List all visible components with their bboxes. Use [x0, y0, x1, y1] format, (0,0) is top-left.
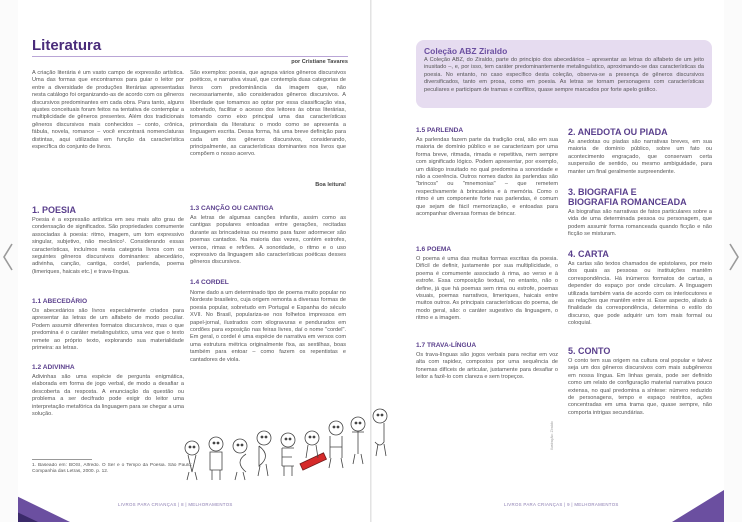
intro-column-1: A criação literária é um vasto campo de expressão artística. Uma das formas que encontramos para guiar o leitor por entre a diversidade de produções literárias apresentadas nesta catálogo foi organizando-as de acordo com os gêneros discursivos predominantes em cada obra. Para tanto, alguns ajustes conceituais foram feitos na tentativa de contemplar a multiplicidade de gêneros presentes. Além dos tradicionais gêneros discursivos mais conhecidos – conto, crônica, fábula, novela, romance – você encontrará nomenclaturas distintas, aqui utilizadas em função da característica específica do conjunto de livros. [32, 70, 184, 151]
letter-characters-illustration [180, 398, 400, 484]
corner-decoration-right [672, 470, 724, 522]
section-1-6-title: 1.6 POEMA [416, 246, 452, 253]
section-1-1-title: 1.1 ABECEDÁRIO [32, 298, 88, 305]
right-page [372, 0, 724, 522]
section-3-text: As biografias são narrativas de fatos particulares sobre a vida de uma determinada pessoa ou personagem, que podem assumir forma romanceada quando ficção e não ficção se misturam. [568, 209, 712, 238]
chevron-left-icon [2, 242, 14, 272]
section-5-text: O conto tem sua origem na cultura oral popular e talvez seja um dos gêneros discursivos com mais subgêneros em nossa língua. Em linhas gerais, pode ser definido como um relato de configuração material narrativa pouco extensa, no qual predomina a síntese: número reduzido de personagens, tempo e espaço restritos, ações concentradas em uma trama que, quase sempre, não comporta intrigas secundárias. [568, 358, 712, 416]
section-1-4-title: 1.4 CORDEL [190, 279, 229, 286]
previous-page-button[interactable] [2, 242, 14, 272]
title-rule [32, 56, 348, 57]
author-byline: por Cristiane Tavares [291, 59, 348, 65]
section-1-6-text: O poema é uma das muitas formas escritas da poesia. Difícil de definir, justamente por sua multiplicidade, o poema é comumente associado à rima, ao verso e à estrofe. Essa composição textual, no entanto, não o define, já que há poemas sem rima ou estrofe, poemas visuais, poemas narrativos, limeriques, haicais entre muitos outros. As principais características do poema, de modo geral, são: o caráter sugestivo da linguagem, o ritmo e a imagem. [416, 256, 558, 322]
section-1-7-title: 1.7 TRAVA-LÍNGUA [416, 342, 477, 349]
intro-column-2: São exemplos: poesia, que agrupa vários gêneros discursivos poéticos, e narrativa visual, que contempla duas categorias de livros com predominância da imagem que, não necessariamente, são considerados gêneros discursivos. A liberdade que tomamos ao optar por essa classificação visa, sobretudo, facilitar o acesso dos leitores às obras literárias, tomando como eixo principal uma das características primordiais da literatura: o modo como se apresenta a linguagem escrita. Dessa forma, há uma breve definição para cada um dos gêneros discursivos, considerando, principalmente, as características dominantes nos livros que compõem o nosso acervo. [190, 70, 346, 158]
page-title: Literatura [32, 37, 102, 54]
footnote-rule [32, 459, 92, 460]
collection-box [416, 40, 712, 108]
page-footer-right: LIVROS PARA CRIANÇAS | 9 | MELHORAMENTOS [504, 502, 619, 507]
section-4-title: 4. CARTA [568, 249, 609, 259]
collection-box-text: A Coleção ABZ, do Ziraldo, parte do princípio dos abecedários – apresentar as letras do alfabeto de um jeito inusitado –, e, por isso, tem caráter predominantemente metalinguístico, aproximando-se das características da poesia. No entanto, no caso específico desta coleção, observa-se a presença de gêneros discursivos diversificados, tanto em prosa, como em poesia. As letras se tornam personagens com características peculiares e participam de tramas e conflitos, quase sempre marcados por forte apelo gráfico. [424, 57, 704, 93]
section-1-2-text: Adivinhas são uma espécie de pergunta enigmática, elaborada em forma de jogo verbal, de modo a desafiar a descoberta da resposta. A enunciação da questão ou problema a ser decifrado pode exigir do leitor uma interpretação metafórica da linguagem para se chegar a uma solução. [32, 374, 184, 418]
section-3-title-line-1: 3. BIOGRAFIA E [568, 187, 637, 197]
illustration-credit: Ilustração: Ziraldo [550, 421, 554, 450]
section-1-4-text: Nome dado a um determinado tipo de poema muito popular no Nordeste brasileiro, cuja origem remonta a diversas formas de poesia popular, sobretudo em Portugal e Espanha do século XVII. No Brasil, populariza-se nos folhetos impressos em papel-jornal, ilustrados com xilogravuras e pendurados em cordões para exposição nas feiras livres, daí o nome "cordel". Em geral, o cordel é uma espécie de narrativa em versos com uma estrutura métrica originalmente fixa, as sextilhas, boas também para entoar – como fazem os repentistas e cantadores de viola. [190, 290, 346, 363]
section-1-3-text: As letras de algumas canções infantis, assim como as cantigas populares entoadas entre gerações, recitadas durante as brincadeiras ou mesmo para fazer adormecer são poemas cantados. Na maioria das vezes, contém estrofes, versos, rimas e refrões. A sonoridade, o ritmo e o uso expressivo da linguagem são características poéticas desses gêneros discursivos. [190, 215, 346, 266]
section-1-title: 1. POESIA [32, 205, 77, 215]
section-1-5-title: 1.5 PARLENDA [416, 127, 464, 134]
page-footer: LIVROS PARA CRIANÇAS | 8 | MELHORAMENTOS [118, 502, 233, 507]
next-page-button[interactable] [728, 242, 740, 272]
collection-box-title: Coleção ABZ Ziraldo [424, 46, 508, 56]
section-1-3-title: 1.3 CANÇÃO OU CANTIGA [190, 205, 274, 212]
section-4-text: As cartas são textos chamados de epistolares, por meio dos quais as pessoas ou instituições mantêm correspondência. Há inúmeros formatos de cartas, a depender do espaço por onde circulam. A linguagem utilizada também varia de acordo com os interlocutores e as relações que mantêm entre si. Esse aspecto, aliado à finalidade da correspondência, determina o estilo do discurso, que pode adquirir um tom mais formal ou coloquial. [568, 261, 712, 327]
section-1-1-text: Os abecedários são livros especialmente criados para apresentar às letras de um alfabeto de modo peculiar. Podem assumir diferentes formatos discursivos, mas o que predomina é o caráter metalinguístico, uma vez que o texto remete ao próprio texto, explorando sua materialidade primeira: as letras. [32, 308, 184, 352]
footnote: 1. Baseado em: BOSI, Alfredo. O Ser e o Tempo da Poesia. São Paulo: Companhia das Letras, 2000. p. 12. [32, 463, 192, 475]
section-1-7-text: Os trava-línguas são jogos verbais para recitar em voz alta com rapidez, compostos por uma sequência de fonemas difíceis de articular, justamente para desafiar o leitor a fazê-lo com clareza e sem tropeços. [416, 352, 558, 381]
section-5-title: 5. CONTO [568, 346, 611, 356]
chevron-right-icon [728, 242, 740, 272]
section-1-5-text: As parlendas fazem parte da tradição oral, são em sua maioria de domínio público e se caracterizam por uma forma breve, ritmada, rimada e repetitiva, nem sempre com significado lógico. Podem apresentar, por exemplo, um diálogo insuitado no qual predomina a sonoridade e não a coerência. Outros nomes dados às parlendas são "brincos" ou "mnemonias" – que remetem respectivamente à brincadeira e à memória. Como o ritmo é um componente forte nas parlendas, é comum que sejam de fácil memorização, e entoadas para acompanhar diversas formas de brincar. [416, 137, 558, 218]
intro-sign-off: Boa leitura! [315, 182, 346, 188]
section-2-title: 2. ANEDOTA OU PIADA [568, 127, 668, 137]
section-1-2-title: 1.2 ADIVINHA [32, 364, 75, 371]
section-2-text: As anedotas ou piadas são narrativas breves, em sua maioria de domínio público, sobre um fato ou acontecimento engraçado, que conservam certa suspensão de sentido, ou mesmo ambiguidade, para manter um final geralmente surpreendente. [568, 139, 712, 175]
section-1-text: Poesia é a expressão artística em seu mais alto grau de condensação de significados. São propriedades comumente associadas à poesia: ritmo, imagem, um tom expressivo singular, subjetivo, não mecânico¹. Considerando essas características, incluímos nesta categoria livros com os seguintes gêneros discursivos dominantes: abecedário, adivinha, canção, cantiga, cordel, parlenda, poema (limeriques, haicais etc.) e trava-língua. [32, 217, 184, 275]
corner-decoration [18, 470, 80, 522]
section-3-title-line-2: BIOGRAFIA ROMANCEADA [568, 197, 687, 207]
